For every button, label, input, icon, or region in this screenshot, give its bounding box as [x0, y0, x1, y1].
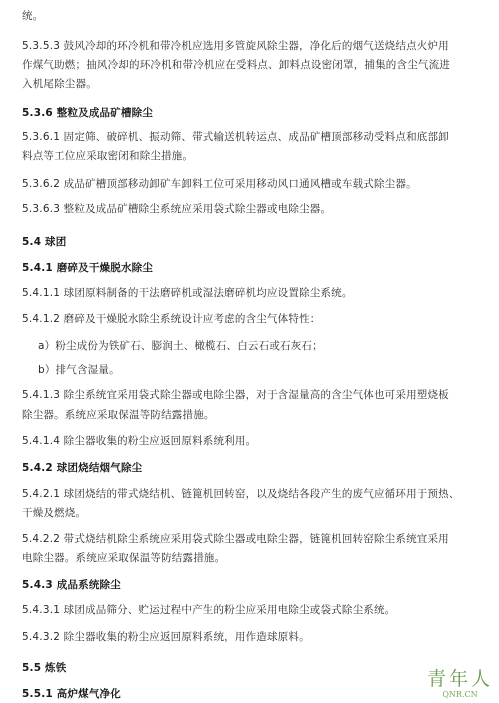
paragraph-line: 5.4.1.1 球团原料制备的干法磨碎机或湿法磨碎机均应设置除尘系统。: [22, 287, 353, 299]
paragraph-line: 5.4.1.3 除尘系统宜采用袋式除尘器或电除尘器，对于含湿量高的含尘气体也可采用塑烧板: [22, 389, 449, 401]
watermark-text: 青年人: [426, 668, 493, 690]
paragraph-line: 干燥及燃烧。: [22, 507, 87, 519]
paragraph-line: 统。: [22, 10, 44, 22]
paragraph-line: 作煤气助燃；抽风冷却的环冷机和带冷机应在受料点、卸料点设密闭罩，捕集的含尘气流进: [22, 59, 450, 71]
paragraph-line: 5.4.2.1 球团烧结的带式烧结机、链篦机回转窑，以及烧结各段产生的废气应循环用于预热、: [22, 488, 460, 500]
section-heading: 5.3.6 整粒及成品矿槽除尘: [22, 107, 154, 119]
list-item: b）排气含湿量。: [38, 364, 120, 376]
paragraph-line: 入机尾除尘器。: [22, 78, 97, 90]
paragraph-line: 5.4.3.1 球团成品筛分、贮运过程中产生的粉尘应采用电除尘或袋式除尘系统。: [22, 604, 396, 616]
paragraph-line: 5.4.2.2 带式烧结机除尘系统应采用袋式除尘器或电除尘器，链篦机回转窑除尘系统宜采用: [22, 533, 449, 545]
paragraph-line: 5.3.6.1 固定筛、破碎机、振动筛、带式输送机转运点、成品矿槽顶部移动受料点和底部卸: [22, 131, 449, 143]
paragraph-line: 电除尘器。系统应采取保温等防结露措施。: [22, 552, 226, 564]
paragraph-line: 5.4.3.2 除尘器收集的粉尘应返回原料系统，用作造球原料。: [22, 631, 310, 643]
section-heading: 5.4.2 球团烧结烟气除尘: [22, 462, 143, 474]
paragraph-line: 5.3.5.3 鼓风冷却的环冷机和带冷机应选用多管旋风除尘器，净化后的烟气送烧结点火炉用: [22, 40, 449, 52]
watermark-url: QNR.CN: [442, 690, 478, 699]
paragraph-line: 5.4.1.4 除尘器收集的粉尘应返回原料系统利用。: [22, 435, 257, 447]
section-heading: 5.5 炼铁: [22, 662, 67, 674]
section-heading: 5.4 球团: [22, 236, 67, 248]
paragraph-line: 5.3.6.3 整粒及成品矿槽除尘系统应采用袋式除尘器或电除尘器。: [22, 203, 332, 215]
list-item: a）粉尘成份为铁矿石、膨润土、橄榄石、白云石或石灰石；: [38, 340, 323, 352]
paragraph-line: 5.3.6.2 成品矿槽顶部移动卸矿车卸料工位可采用移动风口通风槽或车载式除尘器。: [22, 178, 417, 190]
paragraph-line: 5.4.1.2 磨碎及干燥脱水除尘系统设计应考虑的含尘气体特性：: [22, 313, 321, 325]
section-heading: 5.4.3 成品系统除尘: [22, 579, 121, 591]
section-heading: 5.5.1 高炉煤气净化: [22, 688, 121, 700]
paragraph-line: 料点等工位应采取密闭和除尘措施。: [22, 150, 194, 162]
section-heading: 5.4.1 磨碎及干燥脱水除尘: [22, 262, 154, 274]
watermark-logo: [427, 668, 493, 699]
paragraph-line: 除尘器。系统应采取保温等防结露措施。: [22, 409, 215, 421]
